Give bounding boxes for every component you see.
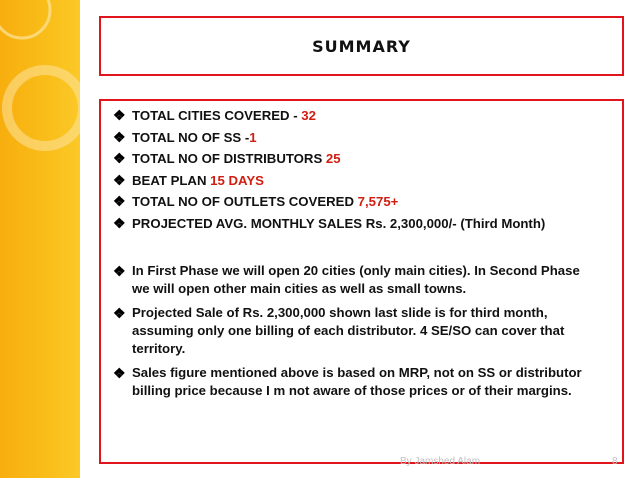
- bullet-icon: ❖: [113, 107, 126, 123]
- stat-value: 15 DAYS: [210, 172, 264, 188]
- stat-value: 25: [325, 151, 341, 167]
- footer-author: By Jamshed Alam: [400, 456, 481, 467]
- note-text: Projected Sale of Rs. 2,300,000 shown last slide is for third month, assuming only one billing of each distributor. 4 SE/SO can cover that territory.: [132, 305, 565, 356]
- bullet-icon: ❖: [113, 193, 126, 210]
- list-item: [0, 304, 600, 358]
- stat-label: TOTAL NO OF OUTLETS COVERED: [132, 194, 358, 210]
- bullet-icon: ❖: [113, 305, 126, 321]
- slide-title: SUMMARY: [312, 36, 411, 56]
- stat-label: TOTAL CITIES COVERED -: [132, 108, 302, 123]
- note-text: In First Phase we will open 20 cities (only main cities). In Second Phase we will open other main cities as well as small towns.: [132, 263, 580, 296]
- stat-value: 7,575+: [357, 194, 399, 210]
- list-item: [0, 148, 638, 170]
- note-text: Sales figure mentioned above is based on MRP, not on SS or distributor billing price because I m not aware of those prices or of their margins.: [132, 365, 582, 398]
- stat-label: PROJECTED AVG. MONTHLY SALES Rs. 2,300,000/- (Third Month): [132, 215, 546, 231]
- stat-label: TOTAL NO OF SS -: [132, 129, 250, 145]
- list-item: [0, 127, 638, 149]
- list-item: [0, 105, 638, 127]
- stat-value: 32: [301, 108, 316, 123]
- bullet-icon: ❖: [113, 214, 126, 231]
- decorative-circles: [0, 0, 80, 478]
- notes-list: [0, 262, 638, 406]
- page-number: 8: [612, 456, 618, 467]
- stat-value: 1: [249, 129, 257, 145]
- list-item: [0, 213, 638, 235]
- list-item: [0, 170, 638, 192]
- list-item: [0, 191, 638, 213]
- bullet-icon: ❖: [113, 150, 126, 167]
- decorative-sidebar: [0, 0, 80, 478]
- list-item: [0, 364, 600, 400]
- list-item: [0, 262, 600, 298]
- bullet-icon: ❖: [113, 365, 126, 381]
- bullet-icon: ❖: [113, 128, 126, 145]
- bullet-icon: ❖: [113, 263, 126, 279]
- bullet-icon: ❖: [113, 171, 126, 188]
- stat-label: TOTAL NO OF DISTRIBUTORS: [132, 151, 326, 167]
- title-box: [99, 16, 624, 76]
- stats-list: [0, 105, 638, 235]
- stat-label: BEAT PLAN: [132, 172, 211, 188]
